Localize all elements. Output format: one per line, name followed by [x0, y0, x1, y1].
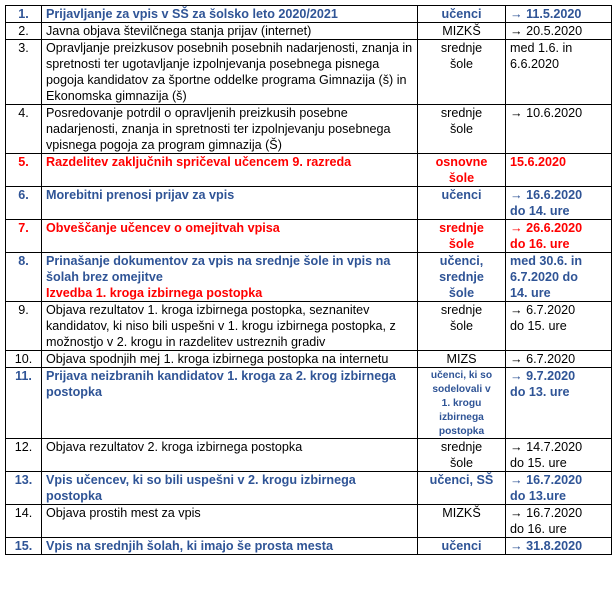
- responsible-text: šole: [448, 286, 475, 300]
- description-text: Prinašanje dokumentov za vpis na srednje šole in vpis na šolah brez omejitve: [46, 254, 391, 284]
- deadline-text: → 11.5.2020: [510, 7, 582, 21]
- row-deadline: [506, 368, 612, 439]
- deadline-text: → 9.7.2020: [510, 369, 576, 383]
- row-deadline: [506, 6, 612, 23]
- row-number: 15.: [6, 538, 42, 555]
- deadline-text: do 14. ure: [510, 204, 570, 218]
- row-description: [42, 105, 418, 154]
- row-deadline: [506, 253, 612, 302]
- responsible-text: srednje: [439, 221, 484, 235]
- row-deadline: [506, 220, 612, 253]
- deadline-text: → 16.7.2020: [510, 506, 583, 520]
- description-text: Javna objava številčnega stanja prijav (internet): [46, 24, 312, 38]
- row-description: [42, 538, 418, 555]
- table-row: [6, 368, 612, 439]
- description-text: Objava rezultatov 1. kroga izbirnega postopka, seznanitev kandidatov, ki niso bili uspešni v 1. krogu izbirnega postopka, z možnostjo v 2. krogu in razdelitev ustreznih gradiv: [46, 303, 396, 349]
- table-row: [6, 538, 612, 555]
- responsible-text: srednje: [440, 106, 483, 120]
- deadline-text: 15.6.2020: [510, 155, 567, 169]
- row-deadline: [506, 472, 612, 505]
- table-row: [6, 154, 612, 187]
- row-responsible: [418, 439, 506, 472]
- responsible-text: šole: [449, 122, 474, 136]
- row-description: [42, 154, 418, 187]
- description-text: Opravljanje preizkusov posebnih posebnih nadarjenosti, znanja in spretnosti ter ugotavljanje izpolnjevanja posebnega pisnega pogoja kandidatov za športne oddelke programa Gimnazija (š) in Ekonomska gimnazija (š): [46, 41, 413, 103]
- row-responsible: [418, 220, 506, 253]
- deadline-text: do 16. ure: [510, 237, 570, 251]
- description-text: Vpis učencev, ki so bili uspešni v 2. krogu izbirnega postopka: [46, 473, 356, 503]
- description-text: Vpis na srednjih šolah, ki imajo še prosta mesta: [46, 539, 333, 553]
- row-deadline: [506, 439, 612, 472]
- deadline-text: → 10.6.2020: [510, 106, 583, 120]
- responsible-text: šole: [449, 319, 474, 333]
- table-row: [6, 472, 612, 505]
- row-number: 7.: [6, 220, 42, 253]
- row-responsible: [418, 105, 506, 154]
- row-deadline: [506, 505, 612, 538]
- row-description: [42, 23, 418, 40]
- table-row: [6, 40, 612, 105]
- row-responsible: [418, 23, 506, 40]
- description-text: Razdelitev zaključnih spričeval učencem 9. razreda: [46, 155, 352, 169]
- row-responsible: [418, 368, 506, 439]
- row-responsible: [418, 187, 506, 220]
- deadline-text: → 31.8.2020: [510, 539, 583, 553]
- row-responsible: [418, 505, 506, 538]
- row-deadline: [506, 105, 612, 154]
- row-responsible: [418, 302, 506, 351]
- deadline-text: → 26.6.2020: [510, 221, 583, 235]
- description-text: Objava rezultatov 2. kroga izbirnega postopka: [46, 440, 303, 454]
- row-deadline: [506, 187, 612, 220]
- row-number: 12.: [6, 439, 42, 472]
- responsible-text: srednje: [440, 303, 483, 317]
- description-text: Morebitni prenosi prijav za vpis: [46, 188, 235, 202]
- deadline-text: do 16. ure: [510, 522, 567, 536]
- responsible-text: postopka: [438, 426, 485, 437]
- deadline-text: med 30.6. in: [510, 254, 583, 268]
- description-text: Posredovanje potrdil o opravljenih preizkusih posebne nadarjenosti, znanja in spretnosti ter izpolnjevanju posebnega vpisnega pogoja za program gimnazija (Š): [46, 106, 391, 152]
- row-responsible: [418, 351, 506, 368]
- deadline-text: → 6.7.2020: [510, 352, 576, 366]
- row-number: 8.: [6, 253, 42, 302]
- responsible-text: šole: [448, 237, 475, 251]
- responsible-text: učenci,: [439, 254, 484, 268]
- responsible-text: osnovne: [435, 155, 488, 169]
- row-description: [42, 472, 418, 505]
- row-description: [42, 439, 418, 472]
- schedule-body: [6, 6, 612, 555]
- row-number: 10.: [6, 351, 42, 368]
- row-description: [42, 351, 418, 368]
- enrollment-schedule-table: [5, 5, 612, 555]
- table-row: [6, 302, 612, 351]
- responsible-text: učenci, SŠ: [429, 473, 494, 487]
- table-row: [6, 187, 612, 220]
- responsible-text: MIZKŠ: [442, 24, 481, 38]
- row-description: [42, 253, 418, 302]
- deadline-text: → 6.7.2020: [510, 303, 576, 317]
- responsible-text: MIZKŠ: [442, 506, 481, 520]
- responsible-text: šole: [448, 171, 475, 185]
- description-text: Objava prostih mest za vpis: [46, 506, 201, 520]
- responsible-text: učenci: [441, 7, 482, 21]
- responsible-text: šole: [449, 57, 474, 71]
- row-deadline: [506, 538, 612, 555]
- deadline-text: → 14.7.2020: [510, 440, 583, 454]
- table-row: [6, 505, 612, 538]
- row-deadline: [506, 40, 612, 105]
- responsible-text: MIZS: [446, 352, 477, 366]
- row-number: 3.: [6, 40, 42, 105]
- row-number: 9.: [6, 302, 42, 351]
- row-number: 5.: [6, 154, 42, 187]
- row-responsible: [418, 40, 506, 105]
- deadline-text: 14. ure: [510, 286, 551, 300]
- deadline-text: do 13. ure: [510, 385, 570, 399]
- responsible-text: srednje: [440, 41, 483, 55]
- row-description: [42, 368, 418, 439]
- responsible-text: šole: [449, 456, 474, 470]
- row-responsible: [418, 154, 506, 187]
- row-responsible: [418, 472, 506, 505]
- table-row: [6, 351, 612, 368]
- row-description: [42, 505, 418, 538]
- responsible-text: srednje: [440, 440, 483, 454]
- deadline-text: do 15. ure: [510, 456, 567, 470]
- deadline-text: do 15. ure: [510, 319, 567, 333]
- responsible-text: izbirnega: [439, 412, 484, 423]
- row-number: 14.: [6, 505, 42, 538]
- table-row: [6, 253, 612, 302]
- row-number: 13.: [6, 472, 42, 505]
- deadline-text: → 16.7.2020: [510, 473, 583, 487]
- description-text: Prijavljanje za vpis v SŠ za šolsko leto 2020/2021: [46, 7, 338, 21]
- responsible-text: učenci, ki so: [430, 370, 493, 381]
- row-number: 1.: [6, 6, 42, 23]
- description-text: Objava spodnjih mej 1. kroga izbirnega postopka na internetu: [46, 352, 389, 366]
- table-row: [6, 23, 612, 40]
- row-description: [42, 220, 418, 253]
- deadline-text: do 13.ure: [510, 489, 566, 503]
- row-number: 6.: [6, 187, 42, 220]
- row-description: [42, 302, 418, 351]
- deadline-text: med 1.6. in: [510, 41, 573, 55]
- responsible-text: sodelovali v: [432, 384, 491, 395]
- deadline-text: 6.6.2020: [510, 57, 560, 71]
- row-responsible: [418, 253, 506, 302]
- deadline-text: → 20.5.2020: [510, 24, 583, 38]
- table-row: [6, 105, 612, 154]
- row-deadline: [506, 302, 612, 351]
- row-number: 11.: [6, 368, 42, 439]
- row-number: 4.: [6, 105, 42, 154]
- responsible-text: učenci: [441, 188, 482, 202]
- table-row: [6, 6, 612, 23]
- description-subtitle: Izvedba 1. kroga izbirnega postopka: [46, 286, 263, 300]
- responsible-text: 1. krogu: [441, 398, 482, 409]
- table-row: [6, 220, 612, 253]
- row-description: [42, 40, 418, 105]
- description-text: Obveščanje učencev o omejitvah vpisa: [46, 221, 280, 235]
- table-row: [6, 439, 612, 472]
- responsible-text: učenci: [441, 539, 482, 553]
- row-description: [42, 187, 418, 220]
- deadline-text: → 16.6.2020: [510, 188, 583, 202]
- row-responsible: [418, 6, 506, 23]
- deadline-text: 6.7.2020 do: [510, 270, 578, 284]
- row-responsible: [418, 538, 506, 555]
- row-deadline: [506, 23, 612, 40]
- responsible-text: srednje: [439, 270, 484, 284]
- row-deadline: [506, 351, 612, 368]
- row-deadline: [506, 154, 612, 187]
- row-description: [42, 6, 418, 23]
- row-number: 2.: [6, 23, 42, 40]
- description-text: Prijava neizbranih kandidatov 1. kroga za 2. krog izbirnega postopka: [46, 369, 396, 399]
